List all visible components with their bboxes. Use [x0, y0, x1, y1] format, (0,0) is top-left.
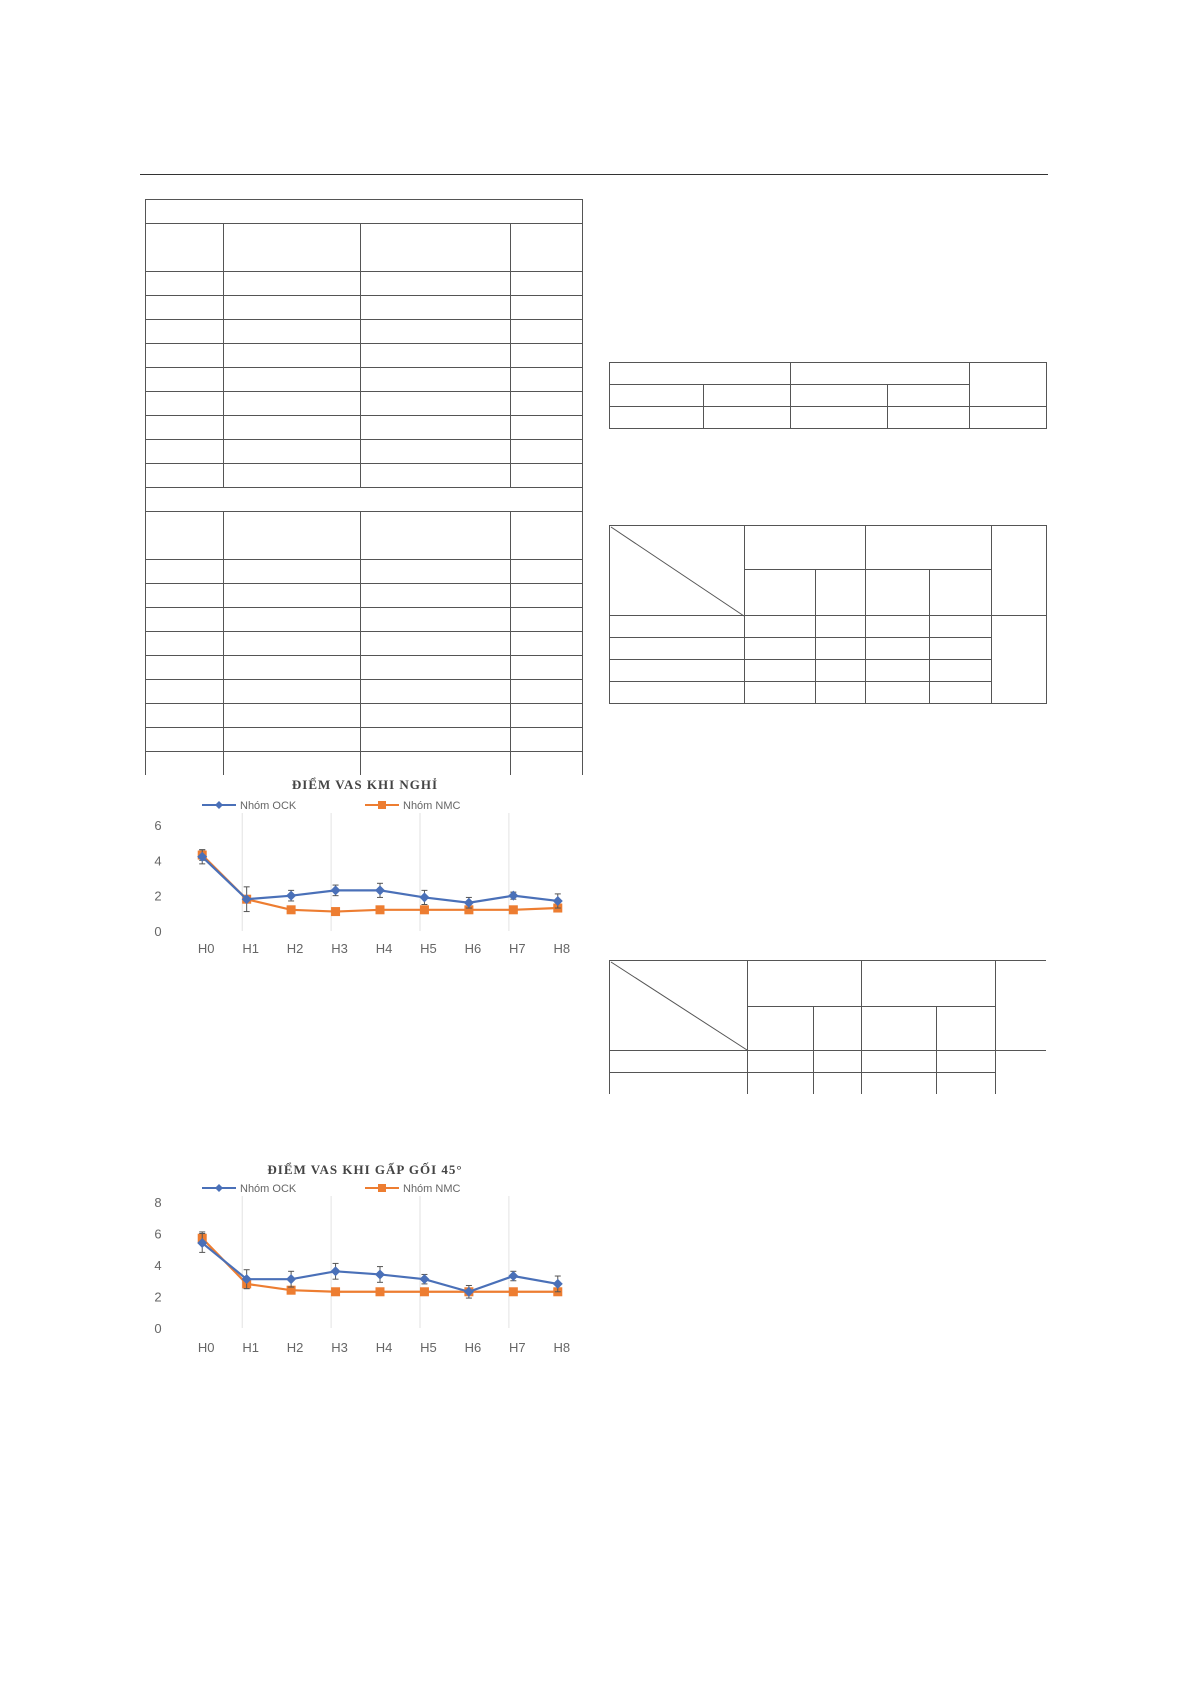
x-tick-label: H4 [375, 1340, 393, 1355]
data-point [420, 1287, 429, 1296]
diagonal-header-line [609, 960, 749, 1052]
data-point [420, 905, 429, 914]
x-tick-label: H3 [331, 941, 348, 956]
x-tick-label: H1 [242, 941, 259, 956]
x-tick-label: H5 [420, 1340, 437, 1355]
data-point [376, 1287, 385, 1296]
x-tick-label: H1 [242, 1340, 259, 1355]
data-table-right-2 [609, 525, 1046, 705]
data-point [375, 885, 385, 895]
data-table-right-1 [609, 362, 1047, 429]
x-tick-label: H0 [197, 941, 215, 956]
x-tick-label: H0 [197, 1340, 215, 1355]
x-tick-label: H4 [375, 941, 393, 956]
table-section-header [146, 488, 583, 512]
chart-title: ĐIỂM VAS KHI NGHỈ [291, 777, 439, 792]
data-point [286, 891, 296, 901]
svg-text:Nhóm OCK: Nhóm OCK [240, 800, 297, 812]
x-tick-label: H7 [509, 1340, 526, 1355]
x-tick-label: H6 [464, 1340, 482, 1355]
data-point [419, 892, 429, 902]
x-tick-label: H7 [509, 941, 526, 956]
data-point [376, 905, 385, 914]
x-tick-label: H6 [464, 941, 482, 956]
legend-entry [202, 800, 297, 812]
data-point [509, 905, 518, 914]
legend-entry [365, 1183, 461, 1195]
data-point [331, 885, 341, 895]
y-tick-label: 2 [154, 1289, 162, 1305]
data-point [509, 1287, 518, 1296]
chart-vas-rest [140, 775, 590, 967]
y-tick-label: 8 [154, 1195, 162, 1210]
x-tick-label: H8 [553, 1340, 571, 1355]
diagonal-header-line [609, 525, 745, 617]
data-point [287, 905, 296, 914]
chart-vas-knee-flex [140, 1160, 590, 1360]
series-ock [197, 850, 563, 912]
header-rule [140, 174, 1048, 175]
data-point [331, 1287, 340, 1296]
data-point [331, 907, 340, 916]
data-point [508, 1271, 518, 1281]
x-tick-label: H2 [286, 941, 304, 956]
data-point [286, 1274, 296, 1284]
y-tick-label: 0 [154, 924, 162, 939]
x-tick-label: H5 [420, 941, 437, 956]
data-point [331, 1266, 341, 1276]
y-tick-label: 2 [154, 888, 162, 904]
y-tick-label: 4 [154, 853, 162, 869]
chart-title: ĐIỂM VAS KHI GẤP GỐI 45° [267, 1162, 463, 1177]
svg-text:Nhóm NMC: Nhóm NMC [403, 1183, 461, 1195]
x-tick-label: H8 [553, 941, 571, 956]
y-tick-label: 6 [154, 818, 162, 833]
data-point [375, 1269, 385, 1279]
data-table-right-3 [609, 960, 1046, 1094]
y-tick-label: 4 [154, 1258, 162, 1273]
x-tick-label: H2 [286, 1340, 304, 1355]
table-section-header [146, 200, 583, 224]
y-tick-label: 6 [154, 1226, 162, 1242]
legend-entry [365, 800, 461, 812]
data-table-left [145, 199, 583, 776]
svg-text:Nhóm NMC: Nhóm NMC [403, 800, 461, 812]
y-tick-label: 0 [154, 1321, 162, 1336]
data-point [419, 1274, 429, 1284]
legend-entry [202, 1183, 297, 1195]
x-tick-label: H3 [331, 1340, 348, 1355]
data-point [508, 891, 518, 901]
series-line [202, 1238, 558, 1292]
series-nmc [198, 1232, 563, 1296]
svg-text:Nhóm OCK: Nhóm OCK [240, 1183, 297, 1195]
